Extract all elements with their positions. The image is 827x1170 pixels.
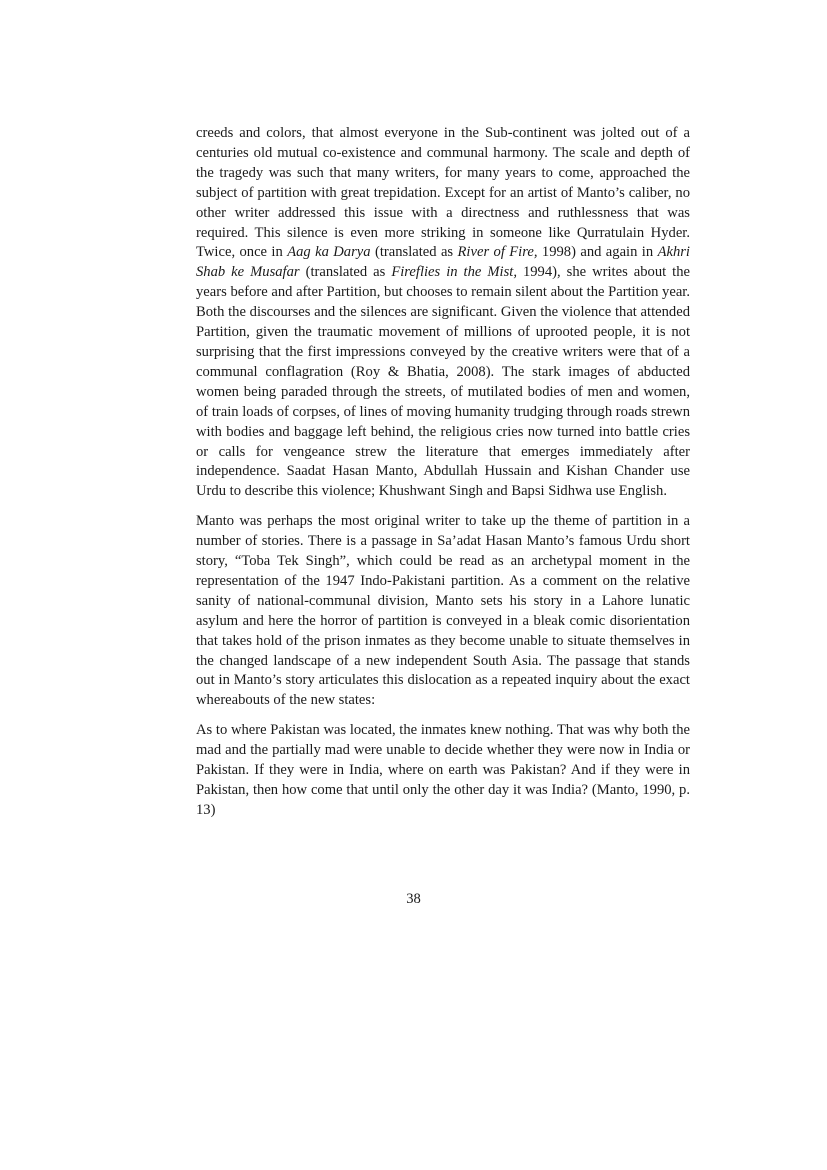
text-run: 1994), she writes about the years before and after Partition, but chooses to remain silent about the Partition year. Both the discourses and the silences are significant. Given the violence that attended Partition, given the traumatic movement of millions of uprooted people, it is not surprising that the first impressions conveyed by the creative writers were that of a communal conflagration (Roy & Bhatia, 2008). The stark images of abducted women being paraded through the streets, of mutilated bodies of men and women, of train loads of corpses, of lines of moving humanity trudging through roads strewn with bodies and baggage left behind, the religious cries now turned into battle cries or calls for vengeance strew the literature that emerges immediately after independence. Saadat Hasan Manto, Abdullah Hussain and Kishan Chander use Urdu to describe this violence; Khushwant Singh and Bapsi Sidhwa use English. [196, 264, 691, 500]
page-body [196, 124, 690, 831]
italic-title: Aag ka Darya [287, 244, 371, 261]
italic-title: Akhri Shab ke Musafar [196, 244, 690, 281]
paragraph-partition-literature [196, 124, 690, 502]
text-run: As to where Pakistan was located, the inmates knew nothing. That was why both the mad and the partially mad were unable to decide whether they were now in India or Pakistan. If they were in India, where on earth was Pakistan? And if they were in Pakistan, then how come that until only the other day it was India? (Manto, 1990, p. 13) [196, 722, 690, 818]
page-number: 38 [406, 891, 421, 907]
italic-title: River of Fire, [457, 244, 538, 261]
text-run: 1998) and again in [537, 244, 658, 261]
text-run: (translated as [370, 244, 458, 261]
italic-title: Fireflies in the Mist, [391, 264, 517, 281]
text-run: creeds and colors, that almost everyone in the Sub-continent was jolted out of a centuries old mutual co-existence and communal harmony. The scale and depth of the tragedy was such that many writers, for many years to come, approached the subject of partition with great trepidation. Except for an artist of Manto’s caliber, no other writer addressed this issue with a directness and ruthlessness that was required. This silence is even more striking in someone like Qurratulain Hyder. Twice, once in [196, 125, 690, 261]
text-run: (translated as [299, 264, 392, 281]
text-run: Manto was perhaps the most original writer to take up the theme of partition in a number of stories. There is a passage in Sa’adat Hasan Manto’s famous Urdu short story, “Toba Tek Singh”, which could be read as an archetypal moment in the representation of the 1947 Indo-Pakistani partition. As a comment on the relative sanity of national-communal division, Manto sets his story in a Lahore lunatic asylum and here the horror of partition is conveyed in a bleak comic disorientation that takes hold of the prison inmates as they become unable to situate themselves in the changed landscape of a new independent South Asia. The passage that stands out in Manto’s story articulates this dislocation as a repeated inquiry about the exact whereabouts of the new states: [196, 513, 690, 709]
paragraph-manto-toba-tek-singh [196, 512, 690, 711]
paragraph-block-quote [196, 721, 690, 821]
